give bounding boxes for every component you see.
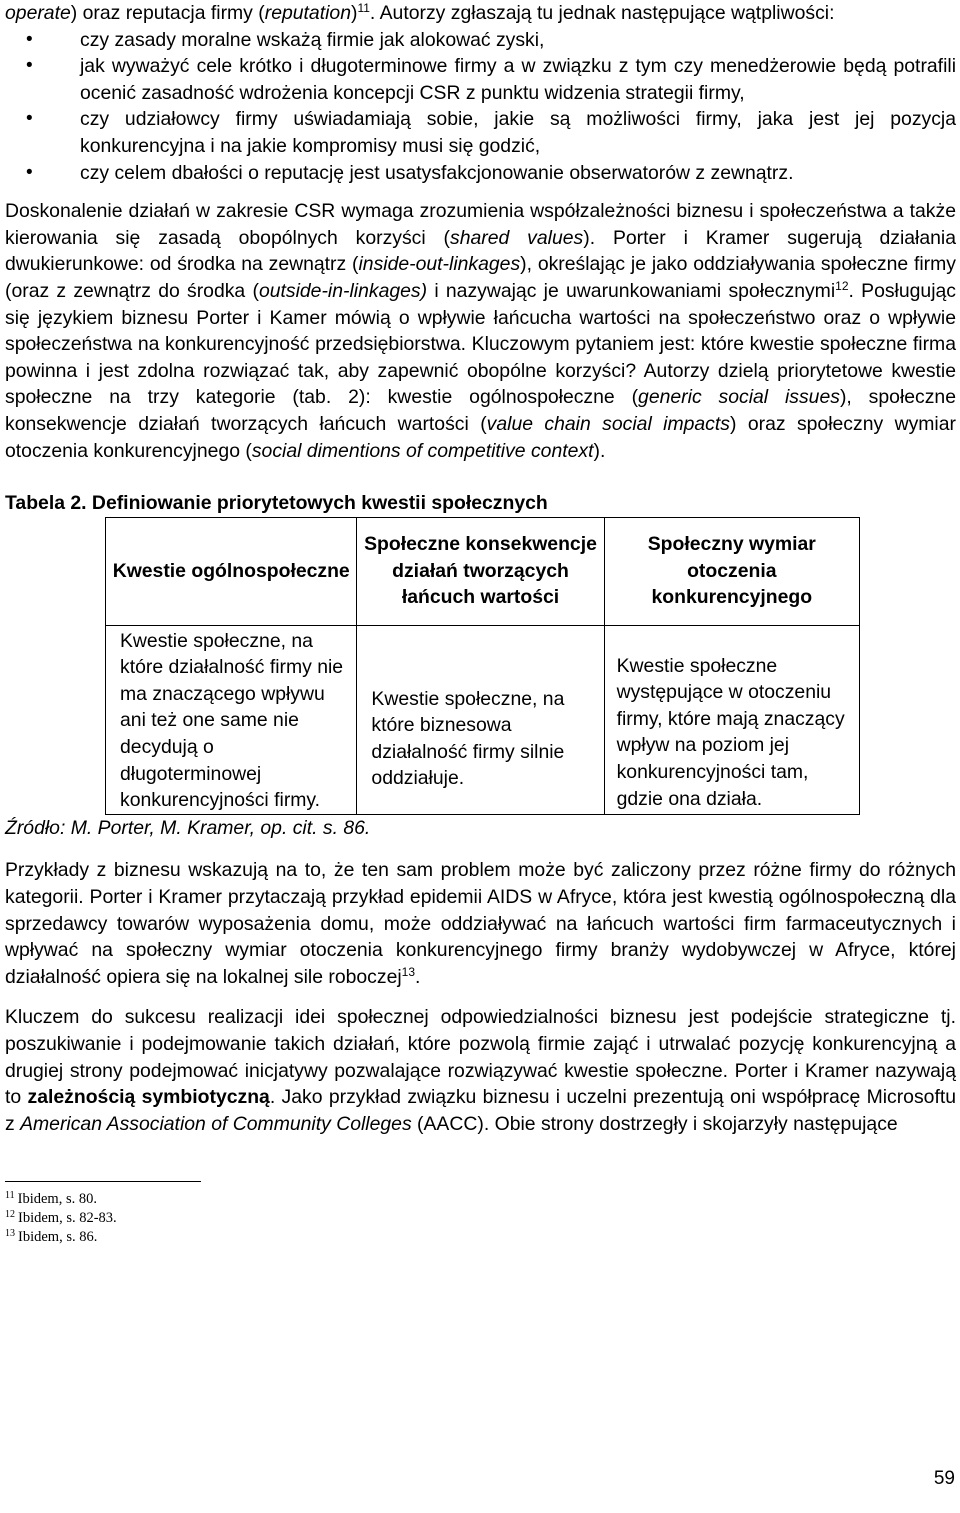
paragraph-examples	[5, 857, 956, 990]
italic-run: American Association of Community Colleges	[20, 1112, 412, 1135]
italic-run: social dimentions of competitive context	[251, 439, 594, 462]
italic-run: shared values	[450, 226, 584, 249]
italic-run: value chain social impacts	[486, 412, 730, 435]
intro-text: . Autorzy zgłaszają tu jednak następujące wątpliwości:	[369, 2, 835, 24]
italic-run: inside-out-linkages	[358, 253, 521, 276]
footnote-ref[interactable]: 11	[357, 1, 370, 15]
text-run: ), społeczne konsekwencje działań tworzących łańcuch wartości (	[5, 386, 956, 435]
list-item: • czy udziałowcy firmy uświadamiają sobie, jakie są możliwości firmy, jaka jest jej pozycja konkurencyjna i na jakie kompromisy musi się godzić,	[5, 106, 956, 159]
table-row	[106, 625, 860, 814]
table-cell: Kwestie społeczne, na które biznesowa działalność firmy silnie oddziałuje.	[357, 625, 604, 814]
text-run: Kluczem do sukcesu realizacji idei społecznej odpowiedzialności biznesu jest podejście strategiczne tj. poszukiwanie i podejmowanie takich działań, które pozwolą firmie zająć i utrwalać pozycję konkurencyjną a drugiej strony podejmować inicjatywy pozwalające rozwiązywać kwestie społeczne. Porter i Kramer nazywają to	[5, 1006, 956, 1109]
intro-italic-reputation: reputation	[264, 2, 351, 24]
footnote	[5, 1209, 956, 1228]
footnote-divider	[5, 1181, 201, 1182]
list-item: • czy zasady moralne wskażą firmie jak alokować zyski,	[5, 27, 956, 54]
text-run: Doskonalenie działań w zakresie CSR wymaga zrozumienia współzależności biznesu i społeczeństwa a także kierowania się zasadą obopólnych korzyści (	[5, 200, 956, 249]
footnote-number: 12	[5, 1209, 15, 1221]
intro-paragraph	[5, 0, 956, 27]
footnote-text: Ibidem, s. 82-83.	[18, 1210, 117, 1227]
list-item: • jak wyważyć cele krótko i długoterminowe firmy a w związku z tym czy menedżerowie będą potrafili ocenić zasadność wdrożenia koncepcji CSR z punktu widzenia strategii firmy,	[5, 53, 956, 106]
text-run: . Jako przykład związku biznesu i uczelni prezentują oni współpracę Microsoftu z	[5, 1086, 957, 1135]
italic-run: outside-in-linkages)	[258, 279, 428, 302]
table-header-row	[106, 517, 860, 625]
document-page	[5, 0, 956, 1247]
text-run: ) oraz społeczny wymiar otoczenia konkurencyjnego (	[5, 412, 956, 462]
text-run: (AACC). Obie strony dostrzegły i skojarzyły następujące	[411, 1112, 898, 1135]
table-header-cell: Społeczny wymiar otoczenia konkurencyjnego	[604, 517, 859, 625]
doubts-list	[5, 27, 956, 187]
text-run: Przykłady z biznesu wskazują na to, że ten sam problem może być zaliczony przez różne firmy do różnych kategorii. Porter i Kramer przytaczają przykład epidemii AIDS w Afryce, która jest kwestią ogólnospołeczną dla sprzedawcy towarów wyposażenia domu, może oddziaływać na łańcuch wartości firm farmaceutycznych i wpływać na społeczny wymiar otoczenia konkurencyjnego firmy branży wydobywczej w Afryce, której działalność opiera się na lokalnej sile roboczej	[5, 859, 956, 988]
intro-text: ) oraz reputacja firmy (	[70, 2, 265, 24]
list-item: • czy celem dbałości o reputację jest usatysfakcjonowanie obserwatorów z zewnątrz.	[5, 160, 956, 187]
text-run: . Posługując się językiem biznesu Porter i Kamer mówią o wpływie łańcucha wartości na społeczeństwo oraz o wpływie społeczeństwa na konkurencyjność przedsiębiorstwa. Kluczowym pytaniem jest: które kwestie społeczne firma powinna i jest zdolna rozwiązać tak, aby zapewnić obopólne korzyści? Autorzy dzielą priorytetowe kwestie społeczne na trzy kategorie (tab. 2): kwestie ogólnospołeczne (	[5, 279, 956, 409]
paragraph-key-success	[5, 1004, 956, 1137]
footnote-ref[interactable]: 13	[401, 964, 416, 979]
footnote	[5, 1228, 956, 1247]
text-run: ). Porter i Kramer sugerują działania dwukierunkowe: od środka na zewnątrz (	[5, 226, 957, 276]
footnote	[5, 1190, 956, 1209]
footnote-number: 13	[5, 1228, 15, 1240]
intro-italic-operate: operate	[5, 2, 71, 24]
priority-issues-table	[105, 517, 860, 815]
table-source: Źródło: M. Porter, M. Kramer, op. cit. s. 86.	[5, 816, 371, 839]
bold-run: zależnością symbiotyczną	[27, 1086, 270, 1109]
footnote-text: Ibidem, s. 80.	[17, 1191, 97, 1208]
text-run: ).	[593, 439, 606, 462]
table-cell: Kwestie społeczne występujące w otoczeniu firmy, które mają znaczący wpływ na poziom jej konkurencyjności tam, gdzie ona działa.	[604, 625, 859, 814]
page-number: 59	[933, 1468, 955, 1489]
table-header-cell: Społeczne konsekwencje działań tworzących łańcuch wartości	[357, 517, 604, 625]
text-run: .	[415, 965, 421, 988]
text-run: ), określając je jako oddziaływania społeczne firmy (oraz z zewnątrz do środka (	[5, 253, 956, 302]
table-title: Tabela 2. Definiowanie priorytetowych kwestii społecznych	[5, 492, 548, 515]
intro-text: )	[350, 2, 358, 24]
paragraph-csr	[5, 198, 956, 464]
italic-run: generic social issues	[638, 386, 840, 409]
footnote-number: 11	[5, 1190, 15, 1202]
table-cell: Kwestie społeczne, na które działalność firmy nie ma znaczącego wpływu ani też one same nie decydują o długoterminowej konkurencyjności firmy.	[106, 625, 357, 814]
footnotes	[5, 1190, 956, 1247]
text-run: i nazywając je uwarunkowaniami społecznymi	[427, 279, 836, 302]
footnote-text: Ibidem, s. 86.	[18, 1229, 98, 1246]
table-header-cell: Kwestie ogólnospołeczne	[106, 517, 357, 625]
footnote-ref[interactable]: 12	[835, 278, 849, 293]
